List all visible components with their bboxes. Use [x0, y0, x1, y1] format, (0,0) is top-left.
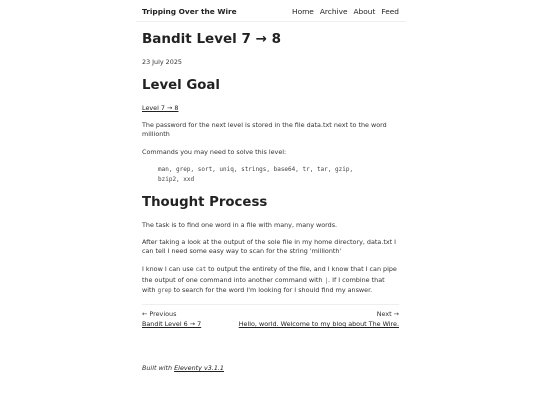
nav-feed[interactable]: Feed — [381, 7, 399, 16]
goal-paragraph-line1: The password for the next level is stored in the file data.txt next to the word — [142, 121, 387, 129]
next-link-wrapper — [239, 320, 399, 329]
thought-paragraph-3-line1 — [142, 265, 397, 275]
thought-paragraph-1: The task is to find one word in a file with many, many words. — [142, 221, 338, 229]
nav-about[interactable]: About — [353, 7, 376, 16]
text-segment: to output the entirety of the file, and I know that I can pipe — [206, 265, 397, 273]
commands-line2: bzip2, xxd — [158, 176, 195, 183]
inline-code-grep: grep — [157, 288, 172, 294]
prev-label: ← Previous — [142, 310, 177, 318]
eleventy-link[interactable]: Eleventy v3.1.1 — [174, 364, 224, 372]
thought-paragraph-2-line2: can tell I need some easy way to scan for the string 'millionth' — [142, 247, 342, 255]
thought-process-heading: Thought Process — [142, 195, 268, 210]
prev-post-link[interactable]: Bandit Level 6 → 7 — [142, 320, 202, 328]
text-segment: the output of one command into another command with — [142, 276, 325, 284]
prev-link-wrapper — [142, 320, 201, 329]
site-header — [142, 7, 399, 19]
thought-paragraph-2-line1: After taking a look at the output of the sole file in my home directory, data.txt I — [142, 238, 397, 246]
post-title: Bandit Level 7 → 8 — [142, 31, 281, 47]
commands-line1: man, grep, sort, uniq, strings, base64, tr, tar, gzip, — [158, 166, 354, 173]
inline-code-cat: cat — [195, 267, 207, 273]
post-date: 23 July 2025 — [142, 58, 182, 66]
thought-paragraph-3-line3 — [142, 286, 372, 296]
footer-built-with: Built with — [142, 364, 175, 372]
header-divider — [136, 21, 406, 22]
site-title-link[interactable]: Tripping Over the Wire — [142, 7, 237, 16]
level-link-wrapper — [142, 104, 178, 113]
goal-paragraph-line2: millionth — [142, 130, 170, 138]
next-post-link[interactable]: Hello, world. Welcome to my blog about The Wire. — [238, 320, 399, 328]
thought-paragraph-3-line2 — [142, 276, 385, 286]
text-segment: with — [142, 286, 158, 294]
site-footer — [142, 364, 224, 372]
nav-home[interactable]: Home — [292, 7, 314, 16]
nav-archive[interactable]: Archive — [319, 7, 348, 16]
pager-divider — [142, 304, 399, 305]
level-link[interactable]: Level 7 → 8 — [142, 104, 179, 112]
text-segment: . If I combine that — [328, 276, 385, 284]
next-label: Next → — [376, 310, 399, 318]
commands-intro: Commands you may need to solve this level: — [142, 148, 287, 156]
inline-code-pipe: | — [324, 278, 328, 284]
level-goal-heading: Level Goal — [142, 78, 220, 93]
text-segment: to search for the word I'm looking for I should find my answer. — [171, 286, 373, 294]
main-nav — [292, 7, 399, 16]
text-segment: I know I can use — [142, 265, 196, 273]
